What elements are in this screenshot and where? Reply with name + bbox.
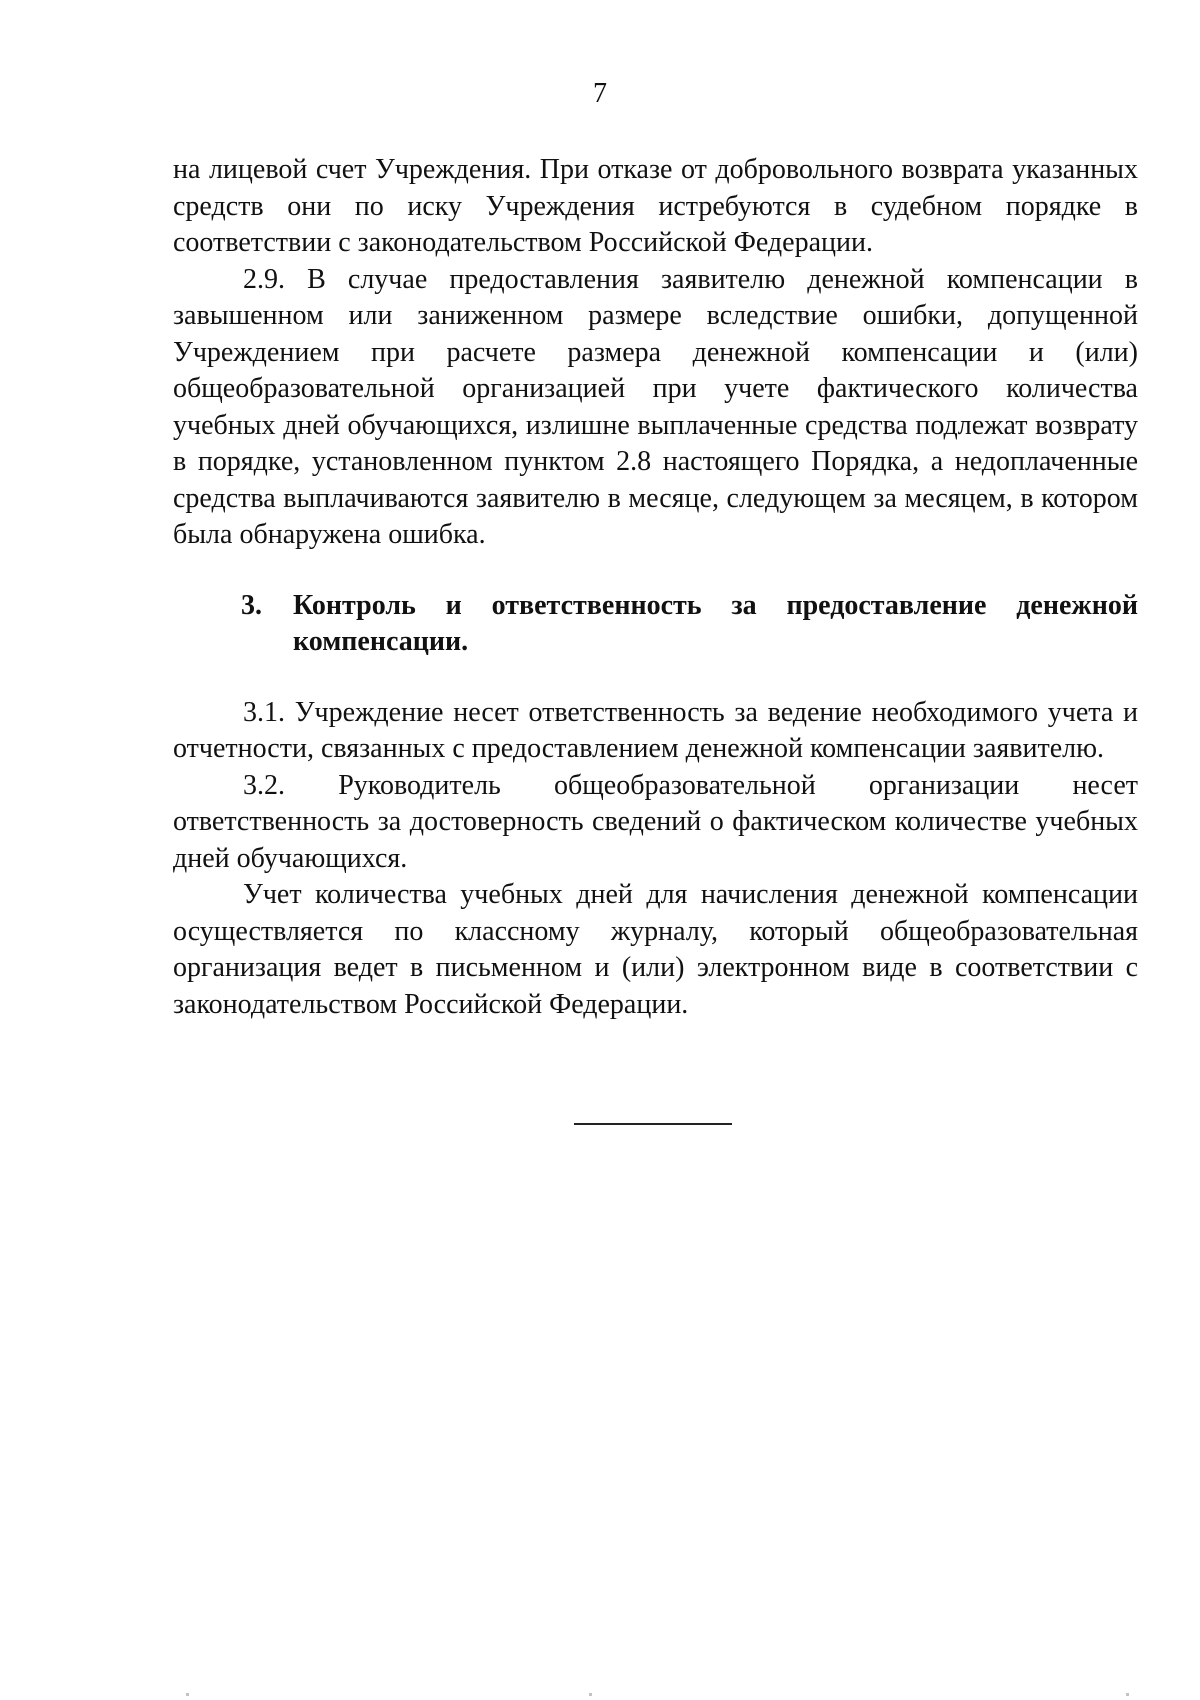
section-3-heading bbox=[173, 588, 1138, 661]
paragraph-3-2: 3.2. Руководитель общеобразовательной организации несет ответственность за достоверность сведений о фактическом количестве учебных дней обучающихся. bbox=[173, 769, 1138, 874]
scan-artifact bbox=[186, 1693, 189, 1696]
paragraph-2-9: 2.9. В случае предоставления заявителю денежной компенсации в завышенном или заниженном размере вследствие ошибки, допущенной Учреждением при расчете размера денежной компенсации и (или) общеобразовательной организацией при учете фактического количества учебных дней обучающихся, излишне выплаченные средства подлежат возврату в порядке, установленном пунктом 2.8 настоящего Порядка, а недоплаченные средства выплачиваются заявителю в месяце, следующем за месяцем, в котором была обнаружена ошибка. bbox=[173, 263, 1138, 550]
paragraph-accounting: Учет количества учебных дней для начисления денежной компенсации осуществляется по классному журналу, который общеобразовательная организация ведет в письменном и (или) электронном виде в соответствии с законодательством Российской Федерации. bbox=[173, 879, 1138, 1020]
paragraph-3-1: 3.1. Учреждение несет ответственность за ведение необходимого учета и отчетности, связанных с предоставлением денежной компенсации заявителю. bbox=[173, 696, 1138, 764]
section-number: 3. bbox=[241, 589, 262, 621]
scan-artifact bbox=[1126, 1693, 1129, 1696]
document-body bbox=[173, 152, 1138, 1023]
section-title: Контроль и ответственность за предоставление денежной компенсации. bbox=[293, 589, 1138, 657]
end-separator-line bbox=[574, 1123, 732, 1125]
page-number: 7 bbox=[593, 78, 607, 109]
scan-artifact bbox=[589, 1693, 592, 1696]
paragraph-continuation: на лицевой счет Учреждения. При отказе от добровольного возврата указанных средств они по иску Учреждения истребуются в судебном порядке в соответствии с законодательством Российской Федерации. bbox=[173, 154, 1138, 258]
